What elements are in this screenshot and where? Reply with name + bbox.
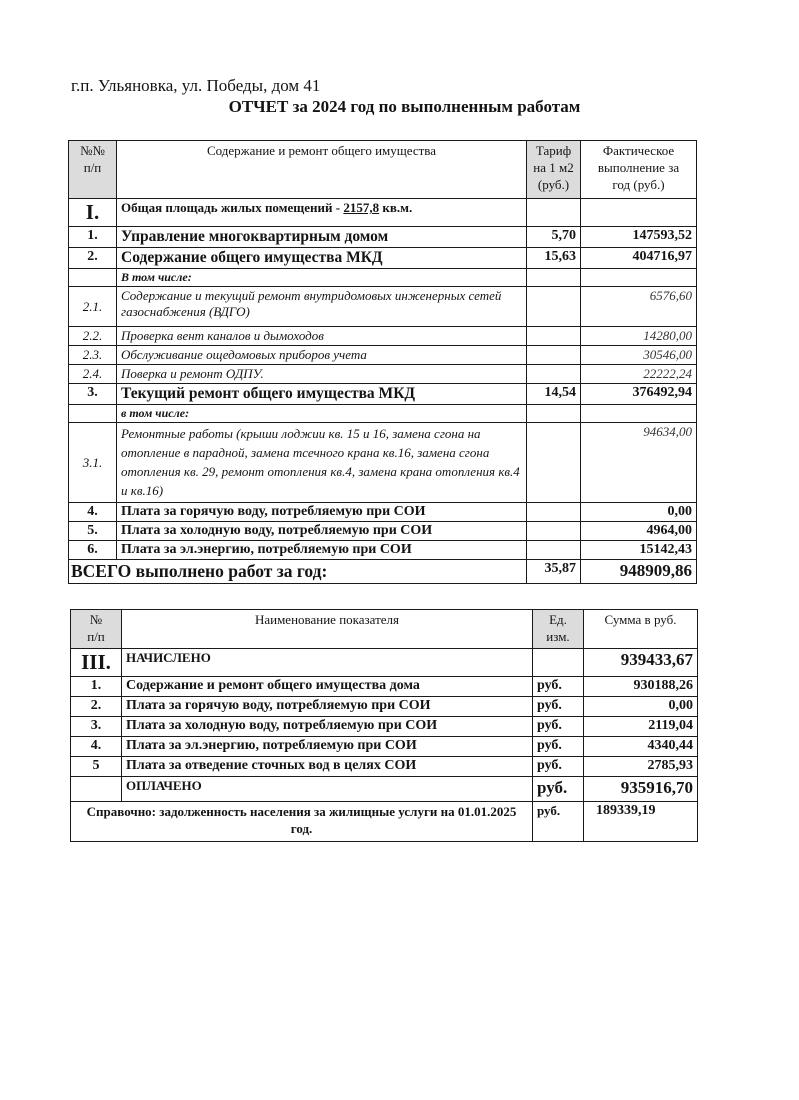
charges-table xyxy=(70,609,698,842)
total-amount: 948909,86 xyxy=(581,560,697,584)
empty-cell xyxy=(581,199,697,227)
table-row xyxy=(69,384,697,405)
row-number: 2.3. xyxy=(69,346,117,365)
row-amount: 14280,00 xyxy=(581,327,697,346)
section-number: I. xyxy=(69,199,117,227)
empty-cell xyxy=(533,649,584,677)
row-name: Проверка вент каналов и дымоходов xyxy=(117,327,527,346)
table-row xyxy=(69,365,697,384)
col-sum-header: Сумма в руб. xyxy=(584,610,698,649)
row-name: Содержание и ремонт общего имущества дома xyxy=(122,677,533,697)
row-name: Плата за холодную воду, потребляемую при СОИ xyxy=(122,717,533,737)
table-row xyxy=(69,269,697,287)
row-tariff xyxy=(527,405,581,423)
debt-note: Справочно: задолженность населения за жилищные услуги на 01.01.2025 год. xyxy=(71,802,533,842)
row-name: Обслуживание ощедомовых приборов учета xyxy=(117,346,527,365)
row-name: Плата за отведение сточных вод в целях СОИ xyxy=(122,757,533,777)
row-tariff xyxy=(527,327,581,346)
row-amount xyxy=(581,269,697,287)
table-row xyxy=(71,757,698,777)
charges-table-header xyxy=(71,610,698,649)
table-row xyxy=(69,405,697,423)
table-row xyxy=(69,287,697,327)
row-amount: 4340,44 xyxy=(584,737,698,757)
area-cell xyxy=(117,199,527,227)
accrued-row xyxy=(71,649,698,677)
row-name: Плата за эл.энергию, потребляемую при СОИ xyxy=(117,541,527,560)
row-number: 2. xyxy=(69,248,117,269)
row-name: Плата за горячую воду, потребляемую при СОИ xyxy=(122,697,533,717)
table-row xyxy=(69,248,697,269)
row-tariff: 14,54 xyxy=(527,384,581,405)
row-tariff xyxy=(527,346,581,365)
row-unit: руб. xyxy=(533,757,584,777)
table-row xyxy=(71,717,698,737)
row-name: Ремонтные работы (крыши лоджии кв. 15 и 16, замена сгона на отопление в парадной, замена тсечного крана кв.16, замена сгона отопления кв. 29, ремонт отопления кв.4, замена крана отопления кв.4 и кв.16) xyxy=(117,423,527,503)
row-name: Поверка и ремонт ОДПУ. xyxy=(117,365,527,384)
row-amount: 0,00 xyxy=(584,697,698,717)
row-tariff xyxy=(527,287,581,327)
works-table-header xyxy=(69,141,697,199)
table-row xyxy=(69,327,697,346)
area-row xyxy=(69,199,697,227)
table-row xyxy=(71,677,698,697)
row-number: 4. xyxy=(71,737,122,757)
table-row xyxy=(71,697,698,717)
row-number xyxy=(69,405,117,423)
paid-unit: руб. xyxy=(533,777,584,802)
empty-cell xyxy=(527,199,581,227)
row-amount: 0,00 xyxy=(581,503,697,522)
row-number xyxy=(69,269,117,287)
row-name: Плата за холодную воду, потребляемую при СОИ xyxy=(117,522,527,541)
col-num-header: № п/п xyxy=(71,610,122,649)
row-name: в том числе: xyxy=(117,405,527,423)
row-number: 3. xyxy=(69,384,117,405)
row-number: 2.1. xyxy=(69,287,117,327)
row-tariff xyxy=(527,269,581,287)
area-label: Общая площадь жилых помещений - xyxy=(121,200,341,215)
row-amount: 930188,26 xyxy=(584,677,698,697)
row-unit: руб. xyxy=(533,717,584,737)
table-row xyxy=(69,541,697,560)
works-table xyxy=(68,140,697,584)
row-unit: руб. xyxy=(533,737,584,757)
row-amount: 147593,52 xyxy=(581,227,697,248)
section-number: III. xyxy=(71,649,122,677)
row-number: 2. xyxy=(71,697,122,717)
row-number: 6. xyxy=(69,541,117,560)
row-amount: 15142,43 xyxy=(581,541,697,560)
table-row xyxy=(69,346,697,365)
row-name: Плата за эл.энергию, потребляемую при СОИ xyxy=(122,737,533,757)
accrued-label: НАЧИСЛЕНО xyxy=(122,649,533,677)
row-number: 2.4. xyxy=(69,365,117,384)
row-name: Управление многоквартирным домом xyxy=(117,227,527,248)
report-title: ОТЧЕТ за 2024 год по выполненным работам xyxy=(228,97,581,116)
col-unit-header: Ед. изм. xyxy=(533,610,584,649)
col-actual-header: Фактическое выполнение за год (руб.) xyxy=(581,141,697,199)
row-amount: 404716,97 xyxy=(581,248,697,269)
row-unit: руб. xyxy=(533,697,584,717)
row-number: 3. xyxy=(71,717,122,737)
row-number: 1. xyxy=(71,677,122,697)
accrued-amount: 939433,67 xyxy=(584,649,698,677)
row-name: В том числе: xyxy=(117,269,527,287)
row-amount: 30546,00 xyxy=(581,346,697,365)
row-number: 5. xyxy=(69,522,117,541)
col-num-header: №№ п/п xyxy=(69,141,117,199)
row-amount xyxy=(581,405,697,423)
row-number: 4. xyxy=(69,503,117,522)
col-name-header: Наименование показателя xyxy=(122,610,533,649)
row-amount: 376492,94 xyxy=(581,384,697,405)
row-amount: 4964,00 xyxy=(581,522,697,541)
col-content-header: Содержание и ремонт общего имущества xyxy=(117,141,527,199)
col-tariff-header: Тариф на 1 м2 (руб.) xyxy=(527,141,581,199)
row-tariff: 15,63 xyxy=(527,248,581,269)
total-row xyxy=(69,560,697,584)
area-value: 2157,8 xyxy=(343,200,380,215)
paid-label: ОПЛАЧЕНО xyxy=(122,777,533,802)
row-tariff: 5,70 xyxy=(527,227,581,248)
table-row xyxy=(69,522,697,541)
address: г.п. Ульяновка, ул. Победы, дом 41 xyxy=(71,76,321,95)
table-row xyxy=(69,423,697,503)
row-name: Плата за горячую воду, потребляемую при СОИ xyxy=(117,503,527,522)
row-amount: 22222,24 xyxy=(581,365,697,384)
row-number: 5 xyxy=(71,757,122,777)
row-number: 2.2. xyxy=(69,327,117,346)
table-row xyxy=(69,227,697,248)
note-row xyxy=(71,802,698,842)
table-row xyxy=(71,737,698,757)
empty-cell xyxy=(71,777,122,802)
row-tariff xyxy=(527,522,581,541)
row-amount: 2119,04 xyxy=(584,717,698,737)
total-label: ВСЕГО выполнено работ за год: xyxy=(69,560,527,584)
row-tariff xyxy=(527,541,581,560)
row-tariff xyxy=(527,503,581,522)
total-tariff: 35,87 xyxy=(527,560,581,584)
row-name: Текущий ремонт общего имущества МКД xyxy=(117,384,527,405)
row-unit: руб. xyxy=(533,677,584,697)
row-number: 3.1. xyxy=(69,423,117,503)
area-unit: кв.м. xyxy=(382,200,413,215)
row-amount: 94634,00 xyxy=(581,423,697,503)
row-name: Содержание общего имущества МКД xyxy=(117,248,527,269)
row-tariff xyxy=(527,365,581,384)
row-name: Содержание и текущий ремонт внутридомовых инженерных сетей газоснабжения (ВДГО) xyxy=(117,287,527,327)
note-unit: руб. xyxy=(533,802,584,842)
paid-amount: 935916,70 xyxy=(584,777,698,802)
row-amount: 2785,93 xyxy=(584,757,698,777)
row-number: 1. xyxy=(69,227,117,248)
row-amount: 6576,60 xyxy=(581,287,697,327)
row-tariff xyxy=(527,423,581,503)
table-row xyxy=(69,503,697,522)
note-amount: 189339,19 xyxy=(584,802,698,842)
paid-row xyxy=(71,777,698,802)
